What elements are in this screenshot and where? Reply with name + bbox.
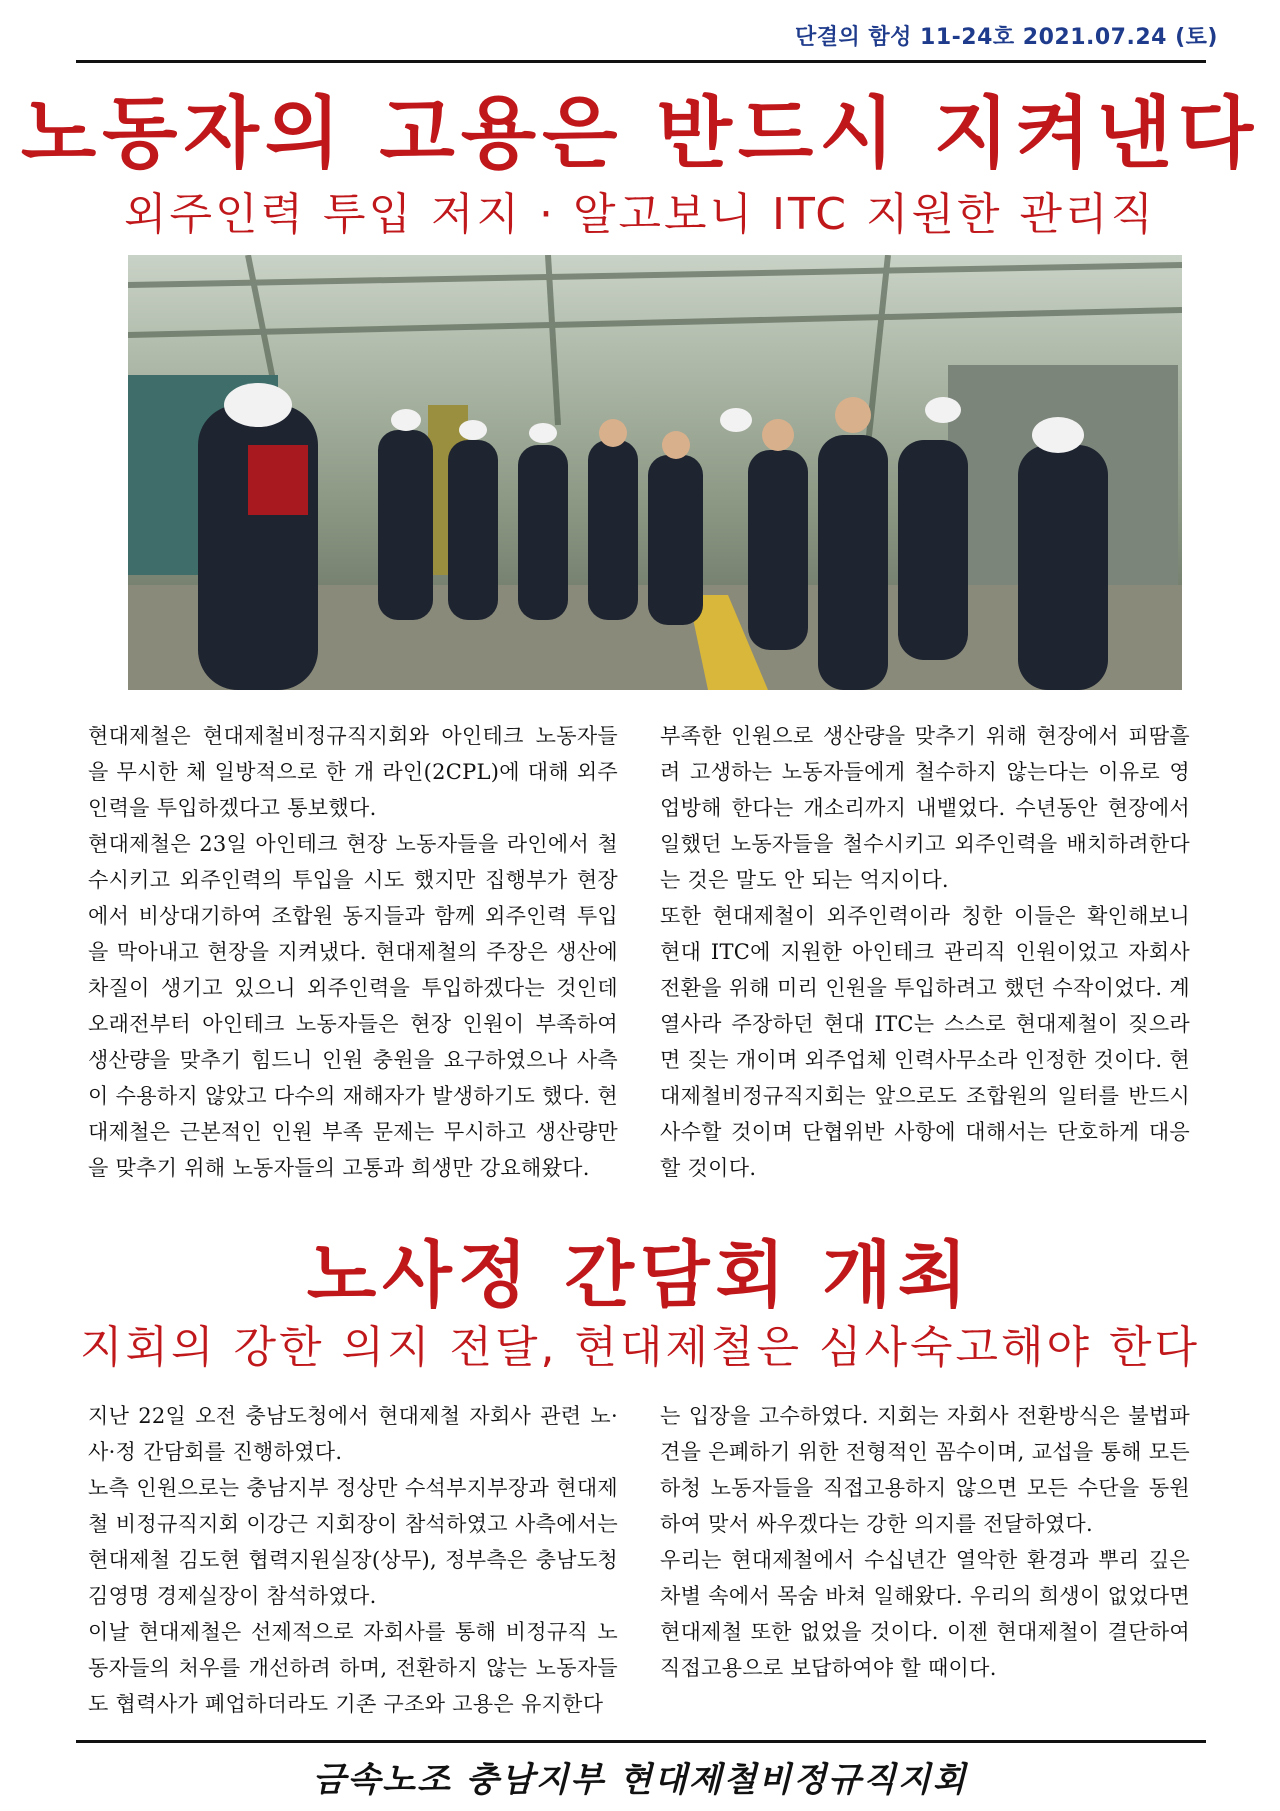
paragraph: 지난 22일 오전 충남도청에서 현대제철 자회사 관련 노·사·정 간담회를 진행하였다. [88, 1404, 618, 1464]
article2-title: 노사정 간담회 개최 [306, 1233, 974, 1317]
paragraph: 우리는 현대제철에서 수십년간 열악한 환경과 뿌리 깊은 차별 속에서 목숨 바쳐 일해왔다. 우리의 희생이 없었다면 현대제철 또한 없었을 것이다. 이젠 현대제철이 결단하여 직접고용으로 보답하여야 할 때이다. [660, 1548, 1190, 1680]
paragraph: 또한 현대제철이 외주인력이라 칭한 이들은 확인해보니 현대 ITC에 지원한 아인테크 관리직 인원이었고 자회사 전환을 위해 미리 인원을 투입하려고 했던 수작이었다. 계열사라 주장하던 현대 ITC는 스스로 현대제철이 짖으라면 짖는 개이며 외주업체 인력사무소라 인정한 것이다. 현대제철비정규직지회는 앞으로도 조합원의 일터를 반드시 사수할 것이며 단협위반 사항에 대해서는 단호하게 대응할 것이다. [660, 904, 1190, 1180]
article1-column-right [660, 718, 1190, 1186]
article2-subtitle: 지회의 강한 의지 전달, 현대제철은 심사숙고해야 한다 [80, 1322, 1200, 1373]
article1-title: 노동자의 고용은 반드시 지켜낸다 [20, 89, 1260, 179]
article1-column-left [88, 718, 618, 1186]
bottom-rule [76, 1740, 1206, 1743]
paragraph: 부족한 인원으로 생산량을 맞추기 위해 현장에서 피땀흘려 고생하는 노동자들에게 철수하지 않는다는 이유로 영업방해 한다는 개소리까지 내뱉었다. 수년동안 현장에서 일했던 노동자들을 철수시키고 외주인력을 배치하려한다는 것은 말도 안 되는 억지이다. [660, 724, 1190, 892]
top-rule [76, 60, 1206, 63]
issue-header: 단결의 함성 11-24호 2021.07.24 (토) [794, 25, 1218, 50]
paragraph: 이날 현대제철은 선제적으로 자회사를 통해 비정규직 노동자들의 처우를 개선하려 하며, 전환하지 않는 노동자들도 협력사가 폐업하더라도 기존 구조와 고용은 유지한다 [88, 1620, 618, 1716]
article2-column-right [660, 1398, 1190, 1686]
paragraph: 는 입장을 고수하였다. 지회는 자회사 전환방식은 불법파견을 은폐하기 위한 전형적인 꼼수이며, 교섭을 통해 모든 하청 노동자들을 직접고용하지 않으면 모든 수단을 동원하여 맞서 싸우겠다는 강한 의지를 전달하였다. [660, 1404, 1190, 1536]
paragraph: 노측 인원으로는 충남지부 정상만 수석부지부장과 현대제철 비정규직지회 이강근 지회장이 참석하였고 사측에서는 현대제철 김도현 협력지원실장(상무), 정부측은 충남도청 김영명 경제실장이 참석하였다. [88, 1476, 618, 1608]
article2-column-left [88, 1398, 618, 1722]
rally-photo [128, 255, 1182, 690]
article1-subtitle: 외주인력 투입 저지 · 알고보니 ITC 지원한 관리직 [124, 189, 1156, 240]
paragraph: 현대제철은 23일 아인테크 현장 노동자들을 라인에서 철수시키고 외주인력의 투입을 시도 했지만 집행부가 현장에서 비상대기하여 조합원 동지들과 함께 외주인력 투입을 막아내고 현장을 지켜냈다. 현대제철의 주장은 생산에 차질이 생기고 있으니 외주인력을 투입하겠다는 것인데 오래전부터 아인테크 노동자들은 현장 인원이 부족하여 생산량을 맞추기 힘드니 인원 충원을 요구하였으나 사측이 수용하지 않았고 다수의 재해자가 발생하기도 했다. 현대제철은 근본적인 인원 부족 문제는 무시하고 생산량만을 맞추기 위해 노동자들의 고통과 희생만 강요해왔다. [88, 832, 618, 1180]
union-signature: 금속노조 충남지부 현대제철비정규직지회 [312, 1760, 968, 1800]
paragraph: 현대제철은 현대제철비정규직지회와 아인테크 노동자들을 무시한 체 일방적으로 한 개 라인(2CPL)에 대해 외주인력을 투입하겠다고 통보했다. [88, 724, 618, 820]
